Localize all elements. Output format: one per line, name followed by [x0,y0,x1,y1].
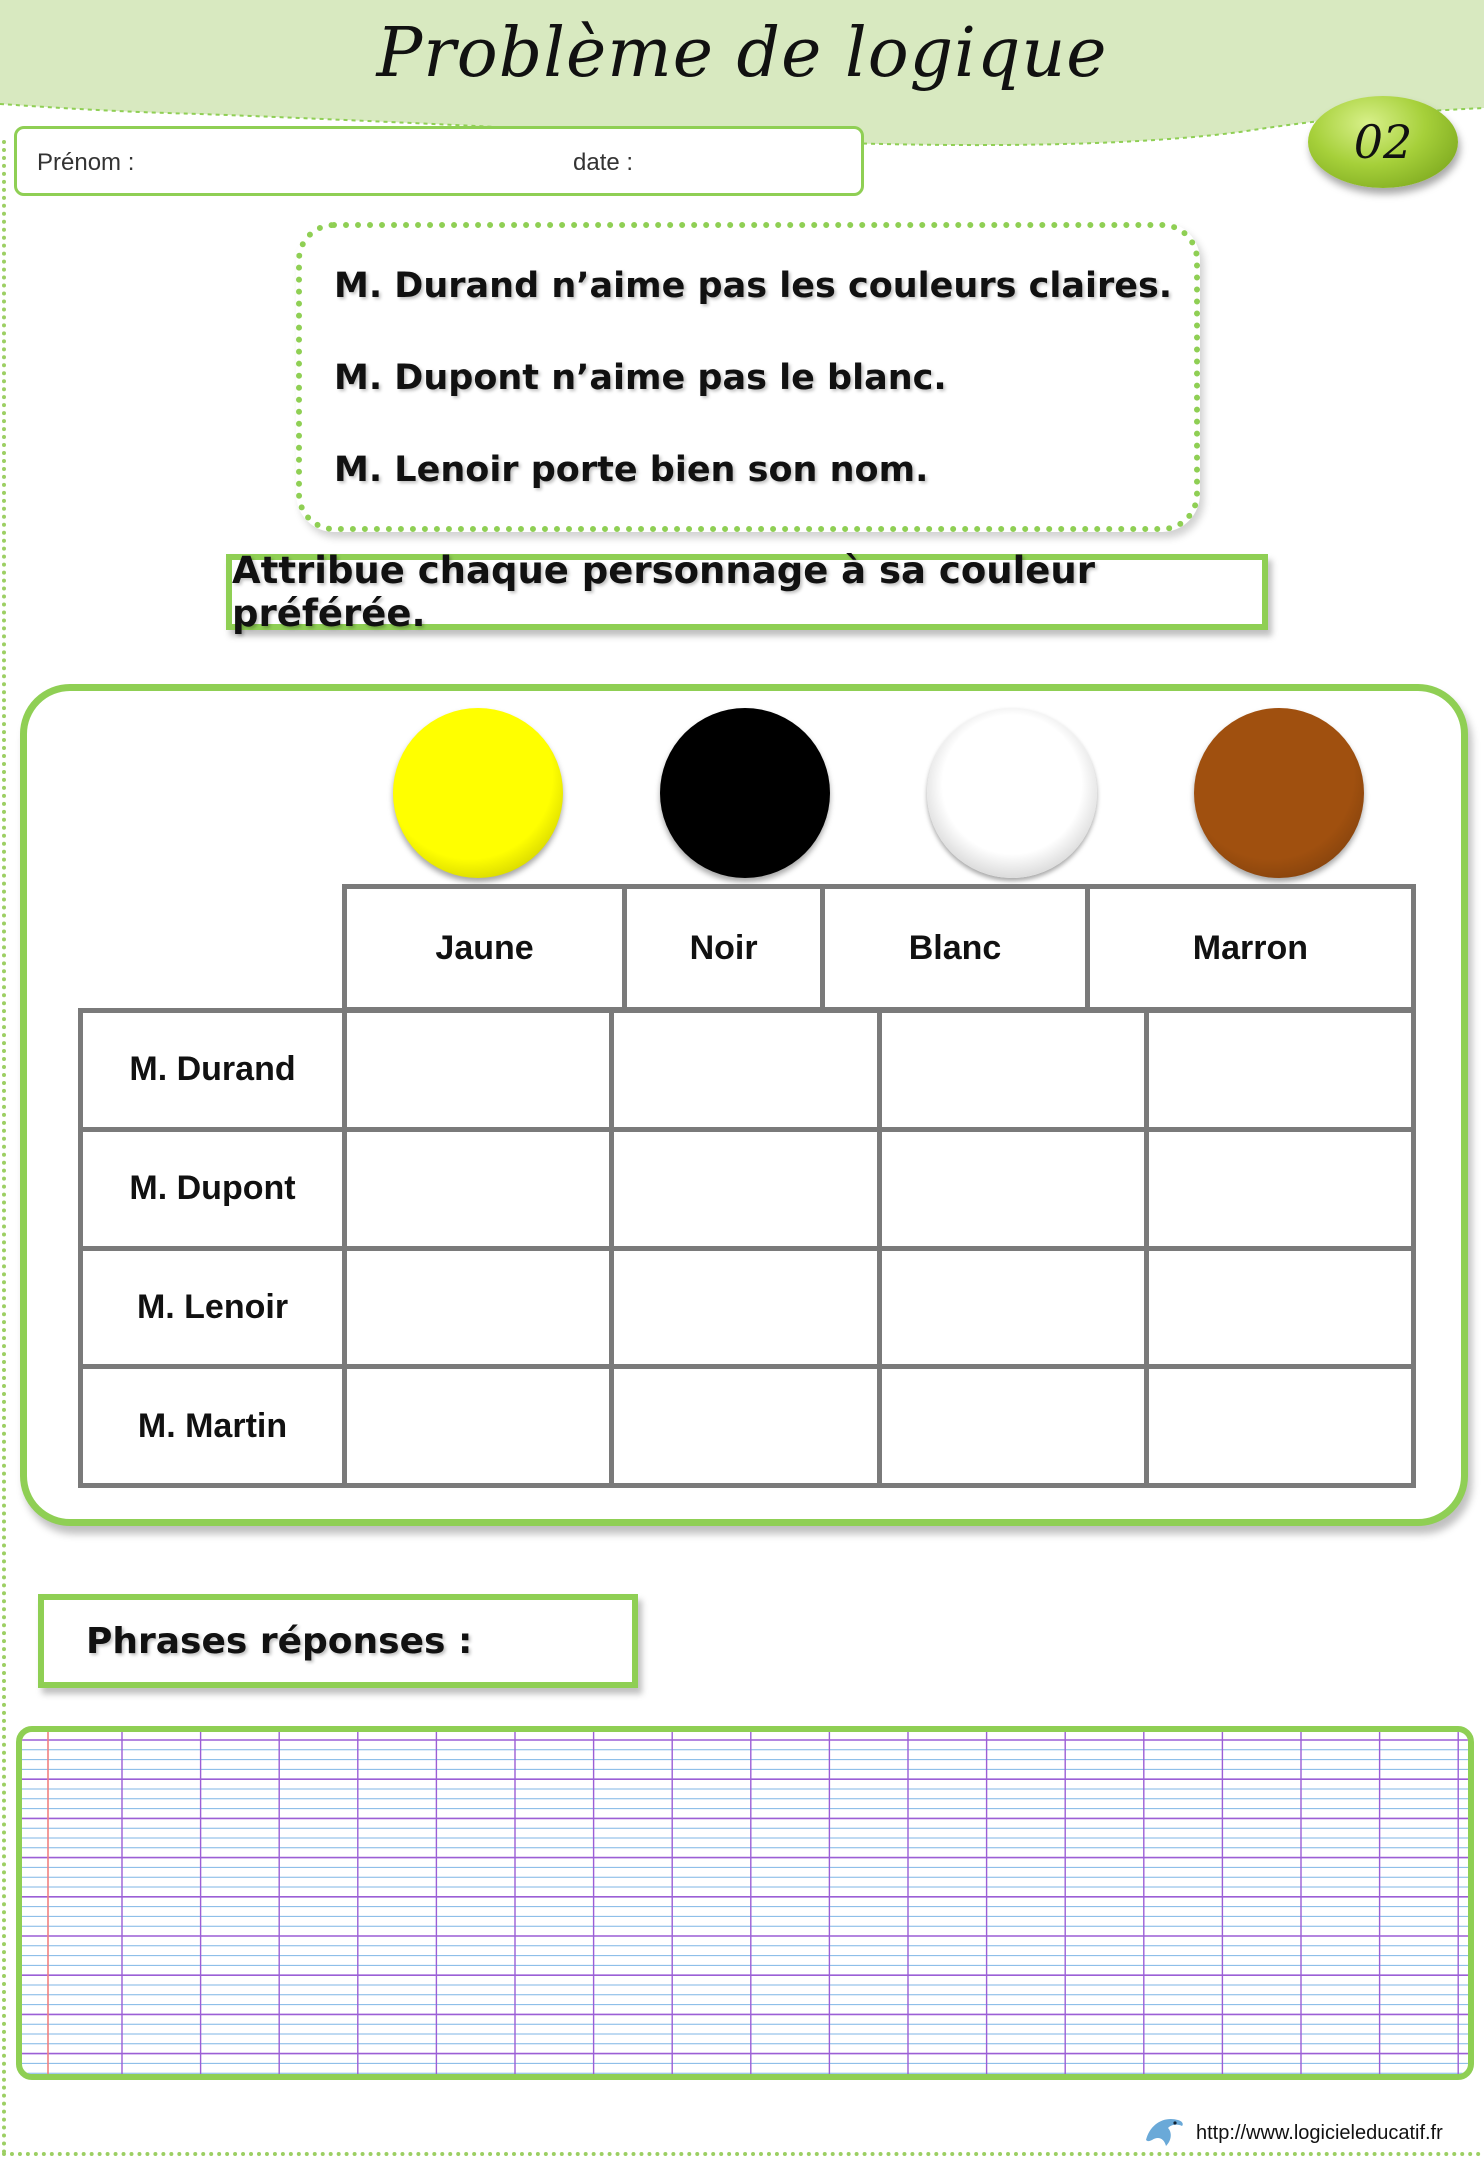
column-header-jaune: Jaune [345,887,625,1010]
row-header-dupont: M. Dupont [81,1129,345,1248]
logic-grid-table [78,1008,1416,1488]
table-row [81,1367,1414,1486]
grid-cell[interactable] [879,1367,1146,1486]
column-header-marron: Marron [1087,887,1413,1010]
grid-cell[interactable] [345,1248,612,1367]
grid-cell[interactable] [345,1011,612,1130]
answers-label: Phrases réponses : [38,1594,638,1688]
grid-cell[interactable] [879,1011,1146,1130]
instruction-box: Attribue chaque personnage à sa couleur préférée. [226,554,1268,630]
table-row [81,1248,1414,1367]
page-title: Problème de logique [376,14,1108,93]
table-row [81,1011,1414,1130]
grid-cell[interactable] [612,1367,879,1486]
grid-cell[interactable] [1146,1248,1413,1367]
footer [1142,2110,1443,2156]
date-label: date : [573,149,634,176]
color-header-row [342,884,1416,1012]
row-header-lenoir: M. Lenoir [81,1248,345,1367]
first-name-label: Prénom : [37,149,135,176]
worksheet-number-badge: 02 [1308,96,1458,188]
black-disc-icon [660,708,830,878]
table-row [81,1129,1414,1248]
column-header-blanc: Blanc [823,887,1088,1010]
name-date-box [14,126,864,196]
grid-cell[interactable] [879,1129,1146,1248]
row-header-martin: M. Martin [81,1367,345,1486]
white-disc-icon [927,708,1097,878]
grid-cell[interactable] [1146,1367,1413,1486]
grid-cell[interactable] [612,1011,879,1130]
grid-cell[interactable] [1146,1129,1413,1248]
clue-2: M. Dupont n’aime pas le blanc. [334,358,947,398]
grid-cell[interactable] [612,1129,879,1248]
clue-1: M. Durand n’aime pas les couleurs claires. [334,266,1173,306]
yellow-disc-icon [393,708,563,878]
grid-cell[interactable] [879,1248,1146,1367]
seyes-ruling [22,1732,1468,2074]
clue-3: M. Lenoir porte bien son nom. [334,450,929,490]
row-header-durand: M. Durand [81,1011,345,1130]
dolphin-logo-icon [1142,2110,1188,2156]
website-url[interactable]: http://www.logicieleducatif.fr [1196,2121,1443,2144]
grid-cell[interactable] [345,1367,612,1486]
brown-disc-icon [1194,708,1364,878]
clues-box [296,222,1200,532]
grid-cell[interactable] [612,1248,879,1367]
grid-cell[interactable] [345,1129,612,1248]
writing-area[interactable] [16,1726,1474,2080]
grid-cell[interactable] [1146,1011,1413,1130]
column-header-noir: Noir [625,887,823,1010]
